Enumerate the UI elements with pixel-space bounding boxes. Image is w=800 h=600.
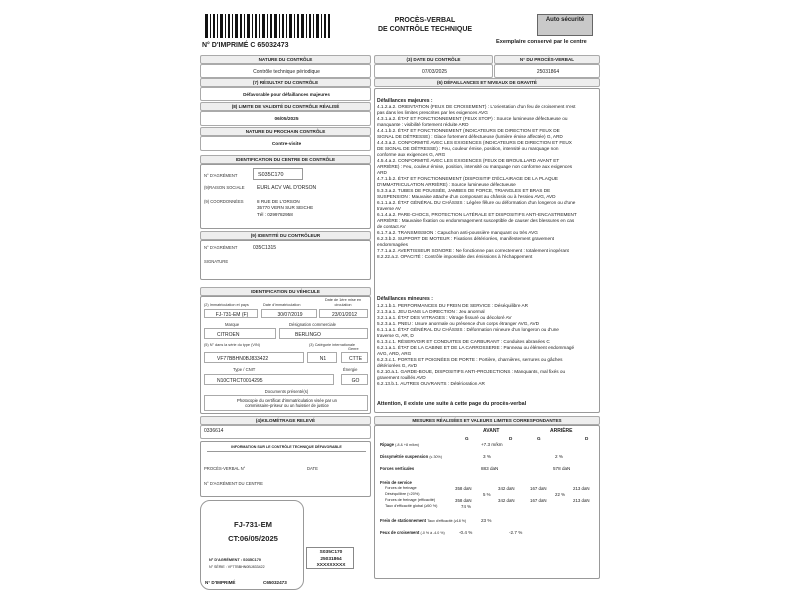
date-cell <box>374 64 493 78</box>
title-line-2: DE CONTRÔLE TECHNIQUE <box>377 26 473 33</box>
brand-label: Marque <box>225 322 240 327</box>
sticker-vin: N° SÉRIE : VF77BBHN0BJ833422 <box>209 565 265 569</box>
controller-agreement-value: 035C1315 <box>253 244 277 251</box>
mileage-cell <box>200 425 371 439</box>
damping-label-text: Dissymétrie suspension <box>380 454 429 459</box>
major-defect-item: 4.4.3.a.2. CONFORMITÉ AVEC LES EXIGENCES (INDICATEURS DE DIRECTION ET FEUX DE SIGNAL DE DÉTRESSE) : Feu, couleur émise, position, intensité ou marquage non conforme aux exigences G, ARG <box>377 140 572 158</box>
front-g-label: G <box>465 436 469 441</box>
sticker-plate: FJ-731-EM <box>234 520 272 529</box>
major-defect-item: 4.5.4.a.2. CONFORMITÉ AVEC LES EXIGENCES (FEUX DE BROUILLARD AVANT ET ARRIÈRE) : Feu, couleur émise, position, intensité ou marquage non conforme aux exigences ARD <box>377 158 573 176</box>
centre-company-label: (9)RAISON SOCIALE <box>204 185 245 190</box>
internal-centre-label: N° D'AGRÉMENT DU CENTRE <box>204 481 263 486</box>
centre-header: IDENTIFICATION DU CENTRE DE CONTRÔLE <box>200 155 371 164</box>
result-header: (7) RÉSULTAT DU CONTRÔLE <box>200 78 371 87</box>
minor-defect-item: 6.1.3.c.1. RÉSERVOIR ET CONDUITES DE CARBURANT : Conduites abrasées C <box>377 339 550 345</box>
result-cell <box>200 87 371 101</box>
barcode-graphic <box>205 14 330 38</box>
minor-defects-title: Défaillances mineures : <box>377 296 433 302</box>
limit-cell <box>200 111 371 126</box>
damping-label <box>380 454 442 459</box>
centre-address-label: (9) COORDONNÉES <box>204 199 244 204</box>
vin-value-cell <box>204 352 304 363</box>
mileage-header: (4)KILOMÉTRAGE RELEVÉ <box>200 416 371 425</box>
nature-header: NATURE DU CONTRÔLE <box>200 55 371 64</box>
imbalance-front: 5 % <box>483 492 491 497</box>
date-value: 07/03/2025 <box>421 68 448 75</box>
category-value-cell <box>307 352 337 363</box>
model-value-cell <box>279 328 368 339</box>
stamp-line-3: XXXXXXXXX <box>316 563 346 568</box>
service-front-d: 342 daN <box>498 486 515 491</box>
limit-value: 06/05/2025 <box>274 117 299 122</box>
vin-label: (5) N° dans la série du type (VIN) <box>204 343 260 347</box>
pv-header: N° DU PROCÈS-VERBAL <box>494 55 600 64</box>
defects-header: (6) DÉFAILLANCES ET NIVEAUX DE GRAVITÉ <box>374 78 600 87</box>
type-value-cell <box>204 374 334 385</box>
next-header: NATURE DU PROCHAIN CONTRÔLE <box>200 127 371 136</box>
front-label: AVANT <box>483 428 500 434</box>
category-label: (3) Catégorie internationale <box>309 343 356 347</box>
minor-defect-item: 6.2.10.a.1. GARDE-BOUE, DISPOSITIFS ANTI-PROJECTIONS : Manquants, mal fixés ou gravement rouillés AVD <box>377 369 566 381</box>
skid-right: -2.7 % <box>509 530 523 535</box>
energy-label: Énergie <box>343 367 358 372</box>
major-defect-item: 7.7.1.a.2. AVERTISSEUR SONORE : Ne fonctionne pas correctement : totalement inopérant <box>377 248 569 254</box>
barcode <box>205 14 330 38</box>
limit-header: (8) LIMITE DE VALIDITÉ DU CONTRÔLE RÉALISÉ <box>200 102 371 111</box>
mileage-value: 0336614 <box>204 428 224 434</box>
vehicle-header: IDENTIFICATION DU VÉHICULE <box>200 287 371 296</box>
nature-value: Contrôle technique périodique <box>253 68 320 75</box>
docs-label: Documents présenté(s) <box>264 389 309 394</box>
centre-address-line-3: Tél : 0299782958 <box>257 211 293 217</box>
centre-agreement-value: S035C170 <box>258 171 284 178</box>
model-label: Désignation commerciale <box>289 322 337 327</box>
centre-agreement-box <box>253 168 303 180</box>
major-defect-item: 4.1.2.a.2. ORIENTATION (FEUX DE CROISEMENT) : L'orientation d'un feu de croisement n'est pas dans les limites prescrites par les exigences AVG <box>377 104 576 116</box>
eff-front-d: 342 daN <box>498 498 515 503</box>
major-defect-item: 5.3.3.a.2. TUBES DE POUSSÉE, JAMBES DE FORCE, TRIANGLES ET BRAS DE SUSPENSION : Mauvaise attache d'un composant au châssis ou à l'essieu AVG, AVD <box>377 188 556 200</box>
major-defect-item: 4.7.1.b.2. ÉTAT ET FONCTIONNEMENT (DISPOSITIF D'ÉCLAIRAGE DE LA PLAQUE D'IMMATRICULATION ARRIÈRE) : Source lumineuse défectueuse <box>377 176 558 188</box>
internal-header-rule <box>207 451 366 452</box>
skid-sub: (-0 % à -4.0 %) <box>420 531 445 535</box>
major-defect-item: 6.1.1.a.2. ÉTAT GÉNÉRAL DU CHÂSSIS : Légère fêlure ou déformation d'un longeron ou d'une traverse AV <box>377 200 576 212</box>
minor-defects-list <box>377 303 577 387</box>
damping-rear: 2 % <box>555 454 563 459</box>
type-label: Type / CNIT <box>233 367 256 372</box>
genre-label: Genre <box>348 347 359 351</box>
major-defect-item: 8.2.22.a.2. OPACITÉ : Contrôle impossible des émissions à l'échappement <box>377 254 533 260</box>
minor-defect-item: 3.2.1.a.1. ÉTAT DES VITRAGES : Vitrage fissuré ou décoloré AV <box>377 315 512 321</box>
service-rear-d: 213 daN <box>573 486 590 491</box>
stamp-line-2: 25031864 <box>320 556 342 562</box>
docs-value: Photocopie du certificat d'immatriculation visée par un commissaire-priseur ou un huissier de justice <box>237 398 337 409</box>
vertical-label: Forces verticales <box>380 466 415 471</box>
vin-value: VF77BBHN0BJ833422 <box>217 355 269 362</box>
docs-value-cell <box>204 395 368 411</box>
major-defect-item: 6.1.7.a.2. TRANSMISSION : Capuchon anti-poussière manquant ou très AVG <box>377 230 538 236</box>
pv-value: 25031864 <box>536 68 560 75</box>
controller-agreement-label: N° D'AGRÉMENT <box>204 245 238 250</box>
sticker-agreement: N° D'AGRÉMENT : S035C170 <box>209 558 262 562</box>
service-rear-g: 167 daN <box>530 486 547 491</box>
measures-section <box>374 425 600 579</box>
controller-section <box>200 240 371 280</box>
first-reg-label: Date d'immatriculation <box>263 303 301 307</box>
category-badge <box>537 14 593 36</box>
vertical-rear: 578 daN <box>553 466 571 471</box>
eff-rear-g: 167 daN <box>530 498 547 503</box>
minor-defect-item: 1.2.1.b.1. PERFORMANCES DU FREIN DE SERVICE : Déséquilibre AR <box>377 303 529 308</box>
sticker-ct: CT:06/05/2025 <box>228 534 278 543</box>
parking-sub: Taux d'efficacité (≥18 %) <box>427 519 467 523</box>
genre-value: CTTE <box>348 355 363 362</box>
eff-forces-label: Forces de freinage (efficacité) <box>385 498 436 502</box>
brand-value-cell <box>204 328 276 339</box>
global-sub: (≥50 %) <box>424 504 438 508</box>
internal-date-label: DATE <box>307 466 318 471</box>
measures-header: MESURES RÉALISÉES ET VALEURS LIMITES CORRESPONDANTES <box>374 416 600 425</box>
minor-defect-item: 6.2.1.a.1. ÉTAT DE LA CABINE ET DE LA CARROSSERIE : Panneau ou élément endommagé AVG, ARD, ARG <box>377 345 575 357</box>
reg-label: (2) Immatriculation et pays <box>204 303 249 307</box>
damping-front: 3 % <box>483 454 491 459</box>
vehicle-section <box>200 296 371 414</box>
signature-label: SIGNATURE <box>204 259 229 264</box>
copy-note: Exemplaire conservé par le centre <box>496 39 587 45</box>
centre-section <box>200 164 371 229</box>
reg-value-cell <box>204 309 258 318</box>
parallelism-label <box>380 442 419 447</box>
eff-rear-d: 213 daN <box>573 498 590 503</box>
internal-pv-label: PROCÈS-VERBAL N° <box>204 466 246 471</box>
service-label: Frein de service <box>380 480 412 485</box>
print-number: N° D'IMPRIMÉ C 65032473 <box>202 42 289 49</box>
minor-defect-item: 2.1.3.a.1. JEU DANS LA DIRECTION : Jeu anormal <box>377 309 485 315</box>
stamp-line-1: S035C170 <box>319 550 343 555</box>
cert-date-value: 23/01/2012 <box>331 311 358 318</box>
major-defect-item: 6.2.3.b.2. SUPPORT DE MOTEUR : Fixations détériorées, manifestement gravement endommagées <box>377 236 554 248</box>
parallelism-value: +7.3 m/km <box>481 442 503 447</box>
internal-header: INFORMATION SUR LE CONTRÔLE TECHNIQUE DÉFAVORABLE <box>231 445 342 449</box>
major-defect-item: 6.1.4.a.2. PARE-CHOCS, PROTECTION LATÉRALE ET DISPOSITIFS ANTI-ENCASTREMENT ARRIÈRE : Mauvaise fixation ou endommagement susceptible de causer des blessures en cas de contact AV <box>377 212 577 230</box>
date-header: (3) DATE DU CONTRÔLE <box>374 55 493 64</box>
minor-defect-item: 6.1.1.a.1. ÉTAT GÉNÉRAL DU CHÂSSIS : Déformation mineure d'un longeron ou d'une traverse G, AR, D <box>377 327 559 339</box>
sticker-print-label: N° D'IMPRIMÉ <box>205 580 236 585</box>
rear-label: ARRIÈRE <box>550 428 573 434</box>
category-badge-text: Auto sécurité <box>545 17 585 23</box>
title-line-1: PROCÈS-VERBAL <box>394 17 456 24</box>
brand-value: CITROEN <box>217 331 240 338</box>
global-label <box>385 504 437 509</box>
reg-value: FJ-731-EM (F) <box>215 311 249 318</box>
category-value: N1 <box>319 355 327 362</box>
next-value: Contre-visite <box>271 142 302 147</box>
sticker-print-value: C65032473 <box>263 580 287 585</box>
cert-date-label: Date de 1ère mise en circulation <box>324 298 362 307</box>
cert-date-value-cell <box>319 309 368 318</box>
imbalance-rear: 22 % <box>555 492 566 497</box>
minor-defect-item: 6.2.3.c.1. PORTES ET POIGNÉES DE PORTE : Portière, charnières, serrures ou gâches détériorées G, AVD <box>377 357 563 369</box>
major-defects-title: Défaillances majeures : <box>377 98 433 104</box>
global-label-text: Taux d'efficacité global <box>385 504 424 508</box>
centre-agreement-label: N° D'AGRÉMENT <box>204 173 238 178</box>
centre-company-value: EURL ACV VAL D'ORSON <box>257 184 317 191</box>
service-front-g: 358 daN <box>455 486 472 491</box>
type-value: N10CTRCT0014295 <box>217 377 263 384</box>
centre-address-line-1: 8 RUE DE L'ORSON <box>257 198 300 204</box>
continued-notice: Attention, il existe une suite à cette page du procès-verbal <box>377 401 527 407</box>
skid-label <box>380 530 445 535</box>
major-defect-item: 4.4.1.b.2. ÉTAT ET FONCTIONNEMENT (INDICATEURS DE DIRECTION ET FEUX DE SIGNAL DE DÉTRESSE) : Glace fortement défectueuse (lumière émise affectée) G, ARD <box>377 128 563 140</box>
controller-header: (9) IDENTITÉ DU CONTRÔLEUR <box>200 231 371 240</box>
energy-value: GO <box>351 377 360 384</box>
model-value: BERLINGO <box>295 331 321 338</box>
parking-label-text: Frein de stationnement <box>380 518 427 523</box>
first-reg-value: 30/07/2019 <box>277 311 303 318</box>
damping-sub: (≤ 30%) <box>429 455 442 459</box>
genre-value-cell <box>341 352 368 363</box>
rear-d-label: D <box>585 436 589 441</box>
parking-label <box>380 518 466 523</box>
skid-left: -0.4 % <box>459 530 473 535</box>
skid-label-text: Feux de croisement <box>380 530 420 535</box>
parallelism-label-text: Ripage <box>380 442 394 447</box>
first-reg-value-cell <box>261 309 317 318</box>
nature-value-cell <box>200 64 371 78</box>
minor-defect-item: 6.2.13.b.1. AUTRES OUVRANTS : Détérioration AR <box>377 381 485 387</box>
parking-value: 23 % <box>481 518 492 523</box>
pv-cell <box>494 64 600 78</box>
result-value: Défavorable pour défaillances majeures <box>243 92 330 97</box>
rear-g-label: G <box>537 436 541 441</box>
major-defect-item: 4.3.1.a.2. ÉTAT ET FONCTIONNEMENT (FEUX STOP) : Source lumineuse défectueuse ou manquante : visibilité fortement réduite ARD <box>377 116 568 128</box>
energy-value-cell <box>341 374 368 385</box>
global-value: 74 % <box>461 504 472 509</box>
major-defects-list <box>377 104 577 260</box>
next-cell <box>200 136 371 151</box>
vertical-front: 883 daN <box>481 466 499 471</box>
centre-address-line-2: 35770 VERN SUR SEICHE <box>257 205 314 210</box>
minor-defect-item: 5.2.3.a.1. PNEU : Usure anormale ou présence d'un corps étranger AVG, AVD <box>377 321 540 327</box>
eff-front-g: 358 daN <box>455 498 472 503</box>
service-force-label: Forces de freinage <box>385 486 417 490</box>
sticker-section <box>200 500 304 590</box>
imbalance-label: Déséquilibre (<20%) <box>385 492 420 496</box>
front-d-label: D <box>509 436 513 441</box>
internal-section <box>200 441 371 497</box>
stamp-box <box>306 547 354 569</box>
parallelism-sub: (-8 & +8 m/km) <box>395 443 420 447</box>
defects-section <box>374 88 600 413</box>
